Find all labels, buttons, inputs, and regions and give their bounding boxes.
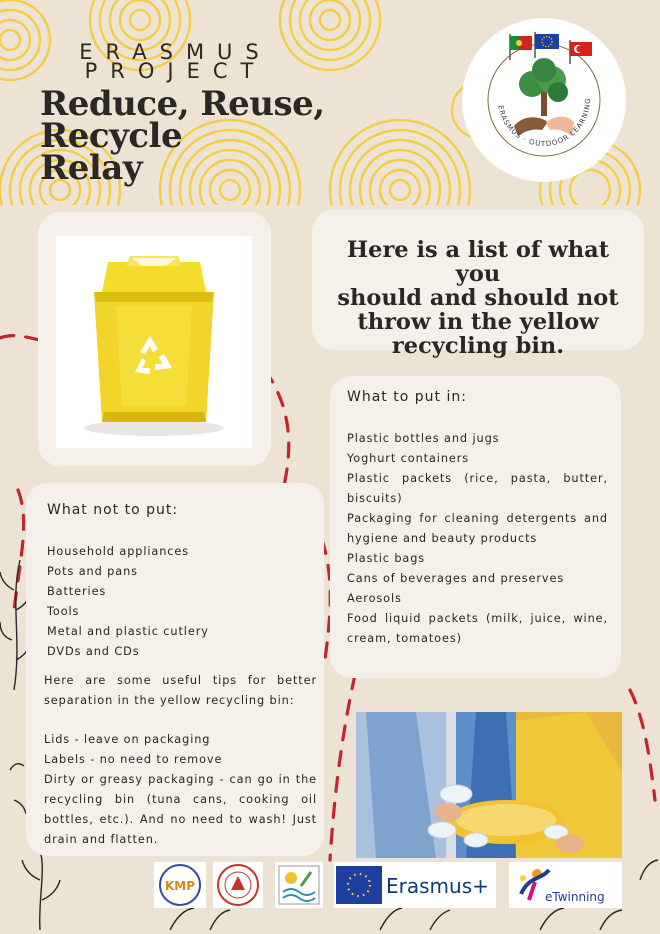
list-item: Yoghurt containers xyxy=(347,452,470,465)
list-item: Packaging for cleaning detergents and hygiene and beauty products xyxy=(347,512,608,545)
intro-line-1: Here is a list of what you xyxy=(346,237,610,287)
kmp-school-logo xyxy=(154,862,206,908)
intro-line-3: throw in the yellow xyxy=(357,309,599,335)
list-item: Household appliances xyxy=(47,545,190,558)
kmp-logo-text: KMP xyxy=(164,879,196,893)
title-line-1: Reduce, Reuse, Recycle xyxy=(40,84,325,156)
list-item: Plastic bottles and jugs xyxy=(347,432,500,445)
children-recycling-photo xyxy=(356,712,622,858)
turkey-flag xyxy=(570,40,592,64)
handshake-icon xyxy=(514,117,574,136)
list-item: Dirty or greasy packaging - can go in the recycling bin (tuna cans, cooking oil bottles, etc.). And no need to wash! Just drain and flatten. xyxy=(44,773,317,846)
eu-flag-icon xyxy=(336,866,382,904)
list-item: Cans of beverages and preserves xyxy=(347,572,565,585)
eu-flag xyxy=(535,32,559,58)
list-item: Tools xyxy=(47,605,80,618)
etwinning-logo xyxy=(509,862,622,908)
intro-heading xyxy=(322,238,634,358)
what-not-to-put-list xyxy=(47,542,297,662)
logo-ring-text: ERASMUS · OUTDOOR LEARNING xyxy=(496,97,593,149)
portugal-flag xyxy=(510,34,532,60)
kicker-erasmus: ERASMUS xyxy=(79,40,272,64)
title-line-2: Relay xyxy=(40,148,143,188)
list-item: Aerosols xyxy=(347,592,402,605)
list-item: Plastic packets (rice, pasta, butter, biscuits) xyxy=(347,472,608,505)
kicker-project: PROJECT xyxy=(84,59,267,83)
project-logo xyxy=(462,18,626,182)
list-item: Food liquid packets (milk, juice, wine, cream, tomatoes) xyxy=(347,612,608,645)
intro-line-4: recycling bin. xyxy=(391,333,565,359)
tips-intro: Here are some useful tips for better separation in the yellow recycling bin: xyxy=(44,674,317,707)
list-item: Metal and plastic cutlery xyxy=(47,625,209,638)
yellow-recycling-bin-image xyxy=(56,236,252,448)
list-item: Plastic bags xyxy=(347,552,426,565)
partner-school-logo xyxy=(275,862,323,908)
erasmus-plus-text: Erasmus+ xyxy=(386,874,489,898)
intro-line-2: should and should not xyxy=(337,285,619,311)
list-item: Labels - no need to remove xyxy=(44,753,223,766)
page-title xyxy=(40,84,460,188)
list-item: Pots and pans xyxy=(47,565,138,578)
etwinning-text: eTwinning xyxy=(545,890,605,904)
tips-list xyxy=(44,730,317,850)
what-to-put-in-list xyxy=(347,429,608,649)
what-not-to-put-heading: What not to put: xyxy=(47,502,179,518)
list-item: Batteries xyxy=(47,585,107,598)
ministry-education-logo xyxy=(213,862,263,908)
erasmus-plus-logo xyxy=(334,862,496,908)
list-item: Lids - leave on packaging xyxy=(44,733,211,746)
list-item: DVDs and CDs xyxy=(47,645,140,658)
what-to-put-in-heading: What to put in: xyxy=(347,389,467,405)
tree-icon xyxy=(519,58,568,116)
